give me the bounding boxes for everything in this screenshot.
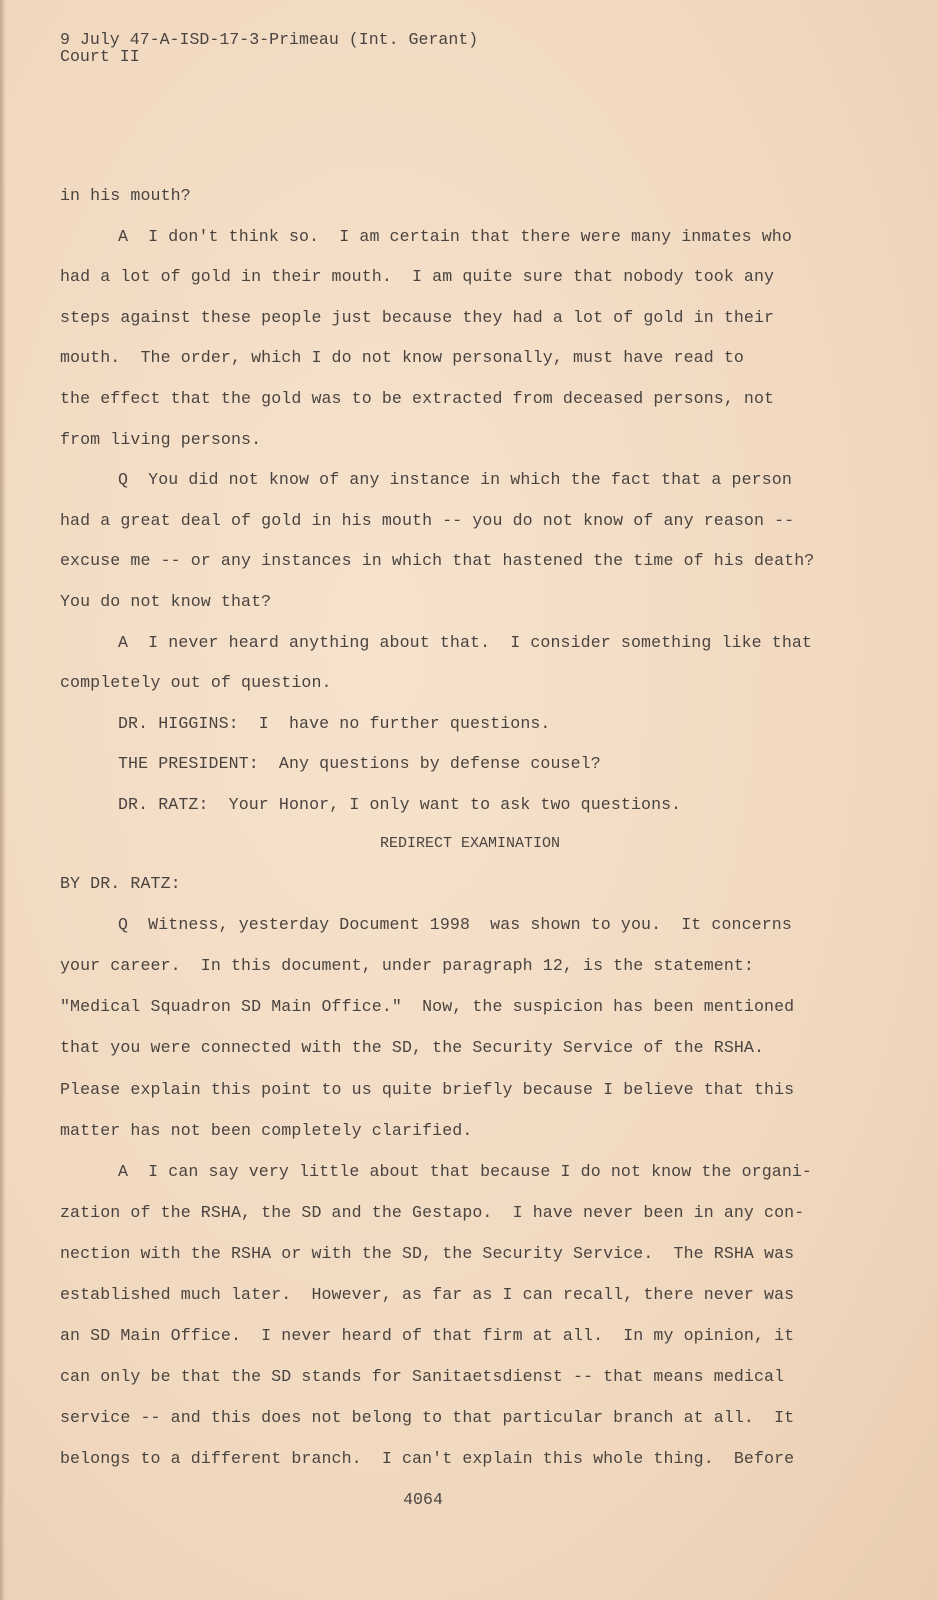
text-line: Q Witness, yesterday Document 1998 was shown to you. It concerns — [118, 915, 792, 935]
text-line: excuse me -- or any instances in which that hastened the time of his death? — [60, 551, 815, 571]
text-line: service -- and this does not belong to that particular branch at all. It — [60, 1408, 795, 1428]
header-reference: 9 July 47-A-ISD-17-3-Primeau (Int. Gerant) — [60, 30, 479, 49]
text-line: DR. HIGGINS: I have no further questions. — [118, 713, 551, 733]
text-line: Please explain this point to us quite briefly because I believe that this — [60, 1079, 795, 1099]
text-line: the effect that the gold was to be extracted from deceased persons, not — [60, 389, 775, 408]
text-line: an SD Main Office. I never heard of that firm at all. In my opinion, it — [60, 1326, 795, 1346]
text-line: belongs to a different branch. I can't explain this whole thing. Before — [60, 1449, 795, 1469]
text-line: nection with the RSHA or with the SD, the Security Service. The RSHA was — [60, 1243, 795, 1263]
text-line: DR. RATZ: Your Honor, I only want to ask two questions. — [118, 795, 682, 814]
text-line: completely out of question. — [60, 673, 332, 693]
text-line: THE PRESIDENT: Any questions by defense cousel? — [118, 754, 601, 774]
page-edge — [0, 0, 6, 1600]
text-line: Q You did not know of any instance in which the fact that a person — [118, 470, 792, 490]
text-line: zation of the RSHA, the SD and the Gestapo. I have never been in any con- — [60, 1202, 805, 1222]
text-line: mouth. The order, which I do not know personally, must have read to — [60, 348, 744, 368]
header-court: Court II — [60, 47, 140, 66]
text-line: A I can say very little about that because I do not know the organi- — [118, 1161, 812, 1181]
text-line: established much later. However, as far as I can recall, there never was — [60, 1285, 795, 1304]
text-line: had a great deal of gold in his mouth -- you do not know of any reason -- — [60, 510, 795, 530]
text-line: can only be that the SD stands for Sanitaetsdienst -- that means medical — [60, 1367, 785, 1387]
text-line: had a lot of gold in their mouth. I am quite sure that nobody took any — [60, 267, 775, 287]
text-line: You do not know that? — [60, 592, 272, 611]
text-line: steps against these people just because they had a lot of gold in their — [60, 307, 775, 327]
text-line: A I don't think so. I am certain that there were many inmates who — [118, 226, 792, 246]
text-line: your career. In this document, under paragraph 12, is the statement: — [60, 956, 754, 976]
text-line: "Medical Squadron SD Main Office." Now, the suspicion has been mentioned — [60, 997, 795, 1017]
text-line: BY DR. RATZ: — [60, 874, 181, 893]
text-line: matter has not been completely clarified. — [60, 1120, 473, 1140]
page-number: 4064 — [403, 1490, 443, 1509]
text-line: in his mouth? — [60, 186, 191, 205]
text-line: that you were connected with the SD, the Security Service of the RSHA. — [60, 1038, 765, 1058]
text-line: from living persons. — [60, 429, 262, 449]
text-line: A I never heard anything about that. I consider something like that — [118, 632, 812, 652]
section-title: REDIRECT EXAMINATION — [379, 835, 561, 852]
